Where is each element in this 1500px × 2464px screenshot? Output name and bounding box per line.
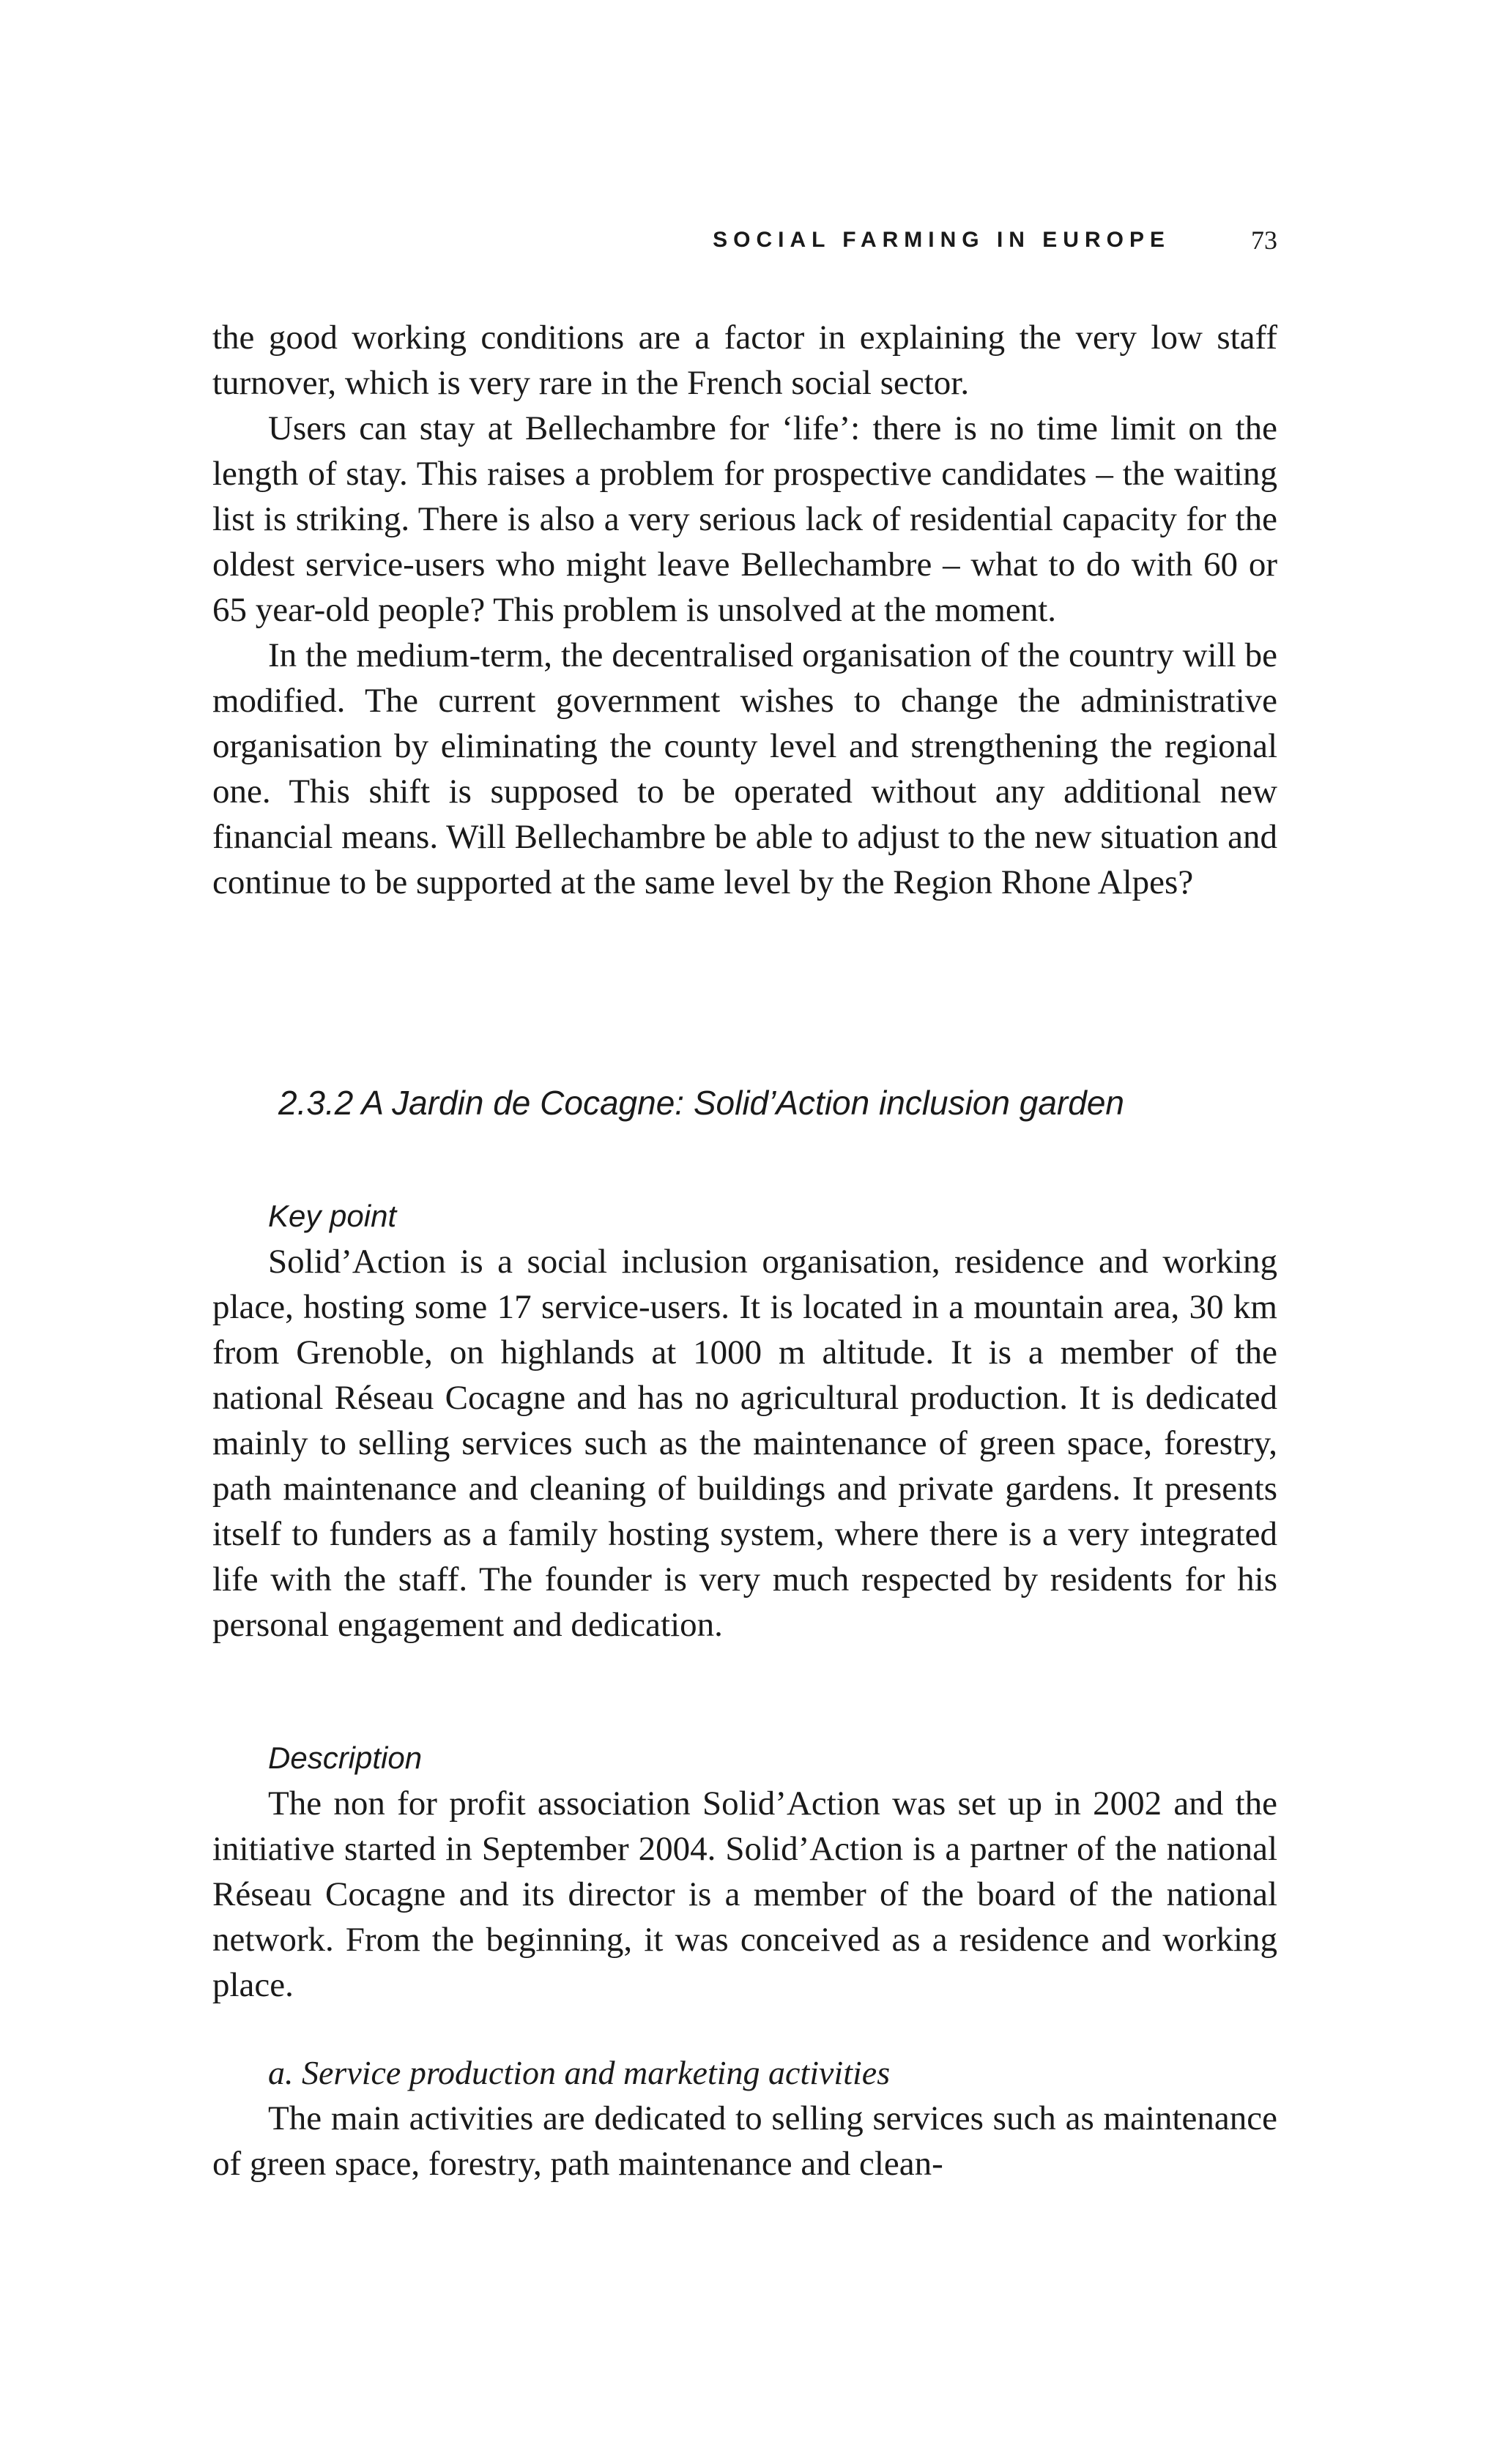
paragraph-medium-term: In the medium-term, the decentralised organisation of the country will be modified. The current government wishes to change the administrative organisation by eliminating the county level and strengthening the regional one. This shift is supposed to be operated without any additional new financial means. Will Bellechambre be able to adjust to the new situation and continue to be supported at the same level by the Region Rhone Alpes? (212, 636, 1277, 901)
service-paragraph: The main activities are dedicated to selling services such as maintenance of green space, forestry, path maintenance and clean- (212, 2099, 1277, 2183)
key-point-label: Key point (268, 1199, 397, 1233)
description-block (212, 1735, 1277, 2008)
service-block (212, 2050, 1277, 2186)
key-point-block (212, 1194, 1277, 1648)
running-title: SOCIAL FARMING IN EUROPE (713, 228, 1170, 252)
section-heading: 2.3.2 A Jardin de Cocagne: Solid’Action inclusion garden (278, 1084, 1124, 1122)
paragraph-length-of-stay: Users can stay at Bellechambre for ‘life’: there is no time limit on the length of stay. This raises a problem for prospective candidates – the waiting list is striking. There is also a very serious lack of residential capacity for the oldest service-users who might leave Bellechambre – what to do with 60 or 65 year-old people? This problem is unsolved at the moment. (212, 409, 1277, 629)
intro-text (212, 315, 1277, 905)
service-label: a. Service production and marketing activities (268, 2054, 891, 2091)
description-paragraph: The non for profit association Solid’Action was set up in 2002 and the initiative started in September 2004. Solid’Action is a partner of the national Réseau Cocagne and its director is a member of the board of the national network. From the beginning, it was conceived as a residence and working place. (212, 1784, 1277, 2004)
description-label: Description (268, 1741, 423, 1775)
running-head (0, 224, 1500, 256)
paragraph-continuation: the good working conditions are a factor in explaining the very low staff turnover, which is very rare in the French social sector. (212, 319, 1277, 402)
page-number: 73 (1251, 226, 1277, 255)
key-point-paragraph: Solid’Action is a social inclusion organisation, residence and working place, hosting some 17 service-users. It is located in a mountain area, 30 km from Grenoble, on highlands at 1000 m altitude. It is a member of the national Réseau Cocagne and has no agricultural production. It is dedicated mainly to selling services such as the maintenance of green space, forestry, path maintenance and cleaning of buildings and private gardens. It presents itself to funders as a family hosting system, where there is a very integrated life with the staff. The founder is very much respected by residents for his personal engagement and dedication. (212, 1243, 1277, 1644)
